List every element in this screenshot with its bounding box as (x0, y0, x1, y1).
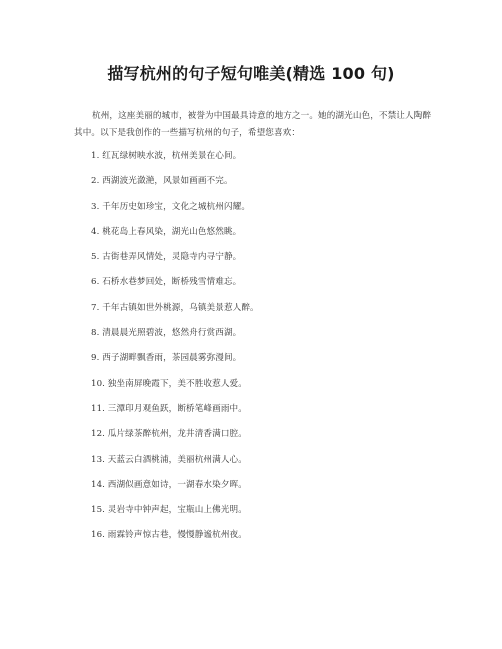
list-item: 12. 瓜片绿茶醉杭州，龙井清香满口腔。 (91, 429, 247, 440)
list-item: 11. 三潭印月观鱼跃，断桥笔峰画雨中。 (91, 403, 247, 414)
list-item: 2. 西湖波光潋滟，风景如画画不完。 (91, 176, 233, 187)
list-item: 6. 石桥水巷梦回处，断桥残雪情难忘。 (91, 277, 242, 288)
list-item: 4. 桃花岛上春风染，湖光山色悠然眺。 (91, 226, 242, 237)
sentence-list (91, 150, 259, 555)
list-item: 16. 雨霖铃声惊古巷，慢慢静谧杭州夜。 (91, 530, 247, 541)
list-item: 13. 天蓝云白酒桃浦，美丽杭州满人心。 (91, 454, 247, 465)
list-item: 5. 古街巷弄风情处，灵隐寺内寻宁静。 (91, 252, 242, 263)
list-item: 14. 西湖似画意如诗，一湖春水染夕晖。 (91, 479, 247, 490)
intro-paragraph: 杭州，这座美丽的城市，被誉为中国最具诗意的地方之一。她的湖光山色，不禁让人陶醉其中。以下是我创作的一些描写杭州的句子，希望您喜欢： (74, 110, 432, 138)
list-item: 10. 独坐南屏晚霞下，美不胜收惹人爱。 (91, 378, 247, 389)
list-item: 8. 清晨晨光照碧波，悠然舟行赏西湖。 (91, 328, 242, 339)
list-item: 15. 灵岩寺中钟声起，宝瓶山上佛光明。 (91, 505, 247, 516)
list-item: 7. 千年古镇如世外桃源，乌镇美景惹人醉。 (91, 302, 259, 313)
list-item: 3. 千年历史如珍宝，文化之城杭州闪耀。 (91, 201, 251, 212)
list-item: 9. 西子湖畔飘香雨，茶园晨雾弥漫间。 (91, 353, 242, 364)
document-title: 描写杭州的句子短句唯美(精选 100 句) (107, 64, 395, 83)
list-item: 1. 红瓦绿树映水波，杭州美景在心间。 (91, 151, 242, 161)
